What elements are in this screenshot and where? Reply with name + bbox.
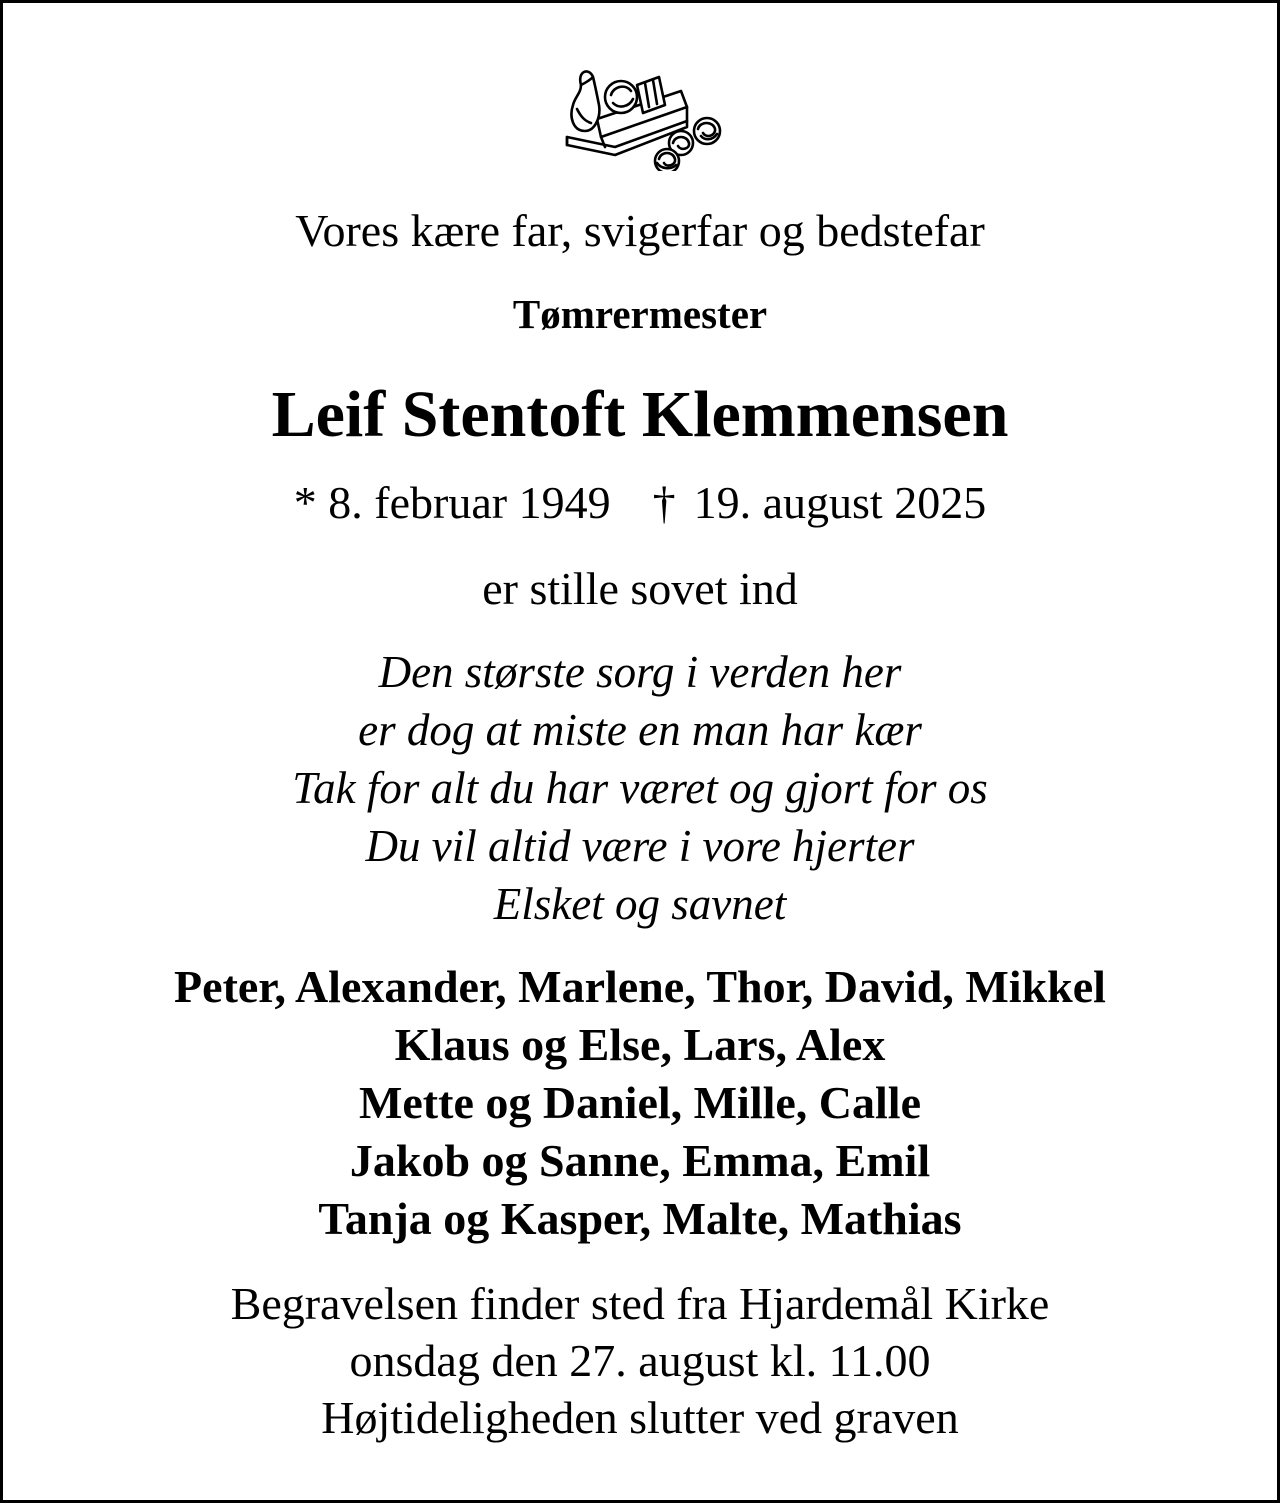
- intro-text: Vores kære far, svigerfar og bedstefar: [295, 205, 985, 256]
- birth-date: 8. februar 1949: [328, 477, 611, 528]
- birth-symbol: *: [293, 477, 317, 528]
- funeral-line: Begravelsen finder sted fra Hjardemål Kirke: [230, 1278, 1050, 1329]
- verse-line: er dog at miste en man har kær: [358, 705, 922, 755]
- verse-line: Den største sorg i verden her: [378, 647, 902, 697]
- profession-title: Tømrermester: [512, 291, 768, 337]
- family-names: [3, 958, 1277, 1248]
- verse-line: Tak for alt du har været og gjort for os: [292, 763, 988, 813]
- funeral-info: [3, 1275, 1277, 1446]
- passed-away-text: er stille sovet ind: [482, 563, 798, 614]
- deceased-name: Leif Stentoft Klemmensen: [271, 378, 1009, 451]
- funeral-line: onsdag den 27. august kl. 11.00: [349, 1335, 931, 1386]
- family-line: Peter, Alexander, Marlene, Thor, David, Mikkel: [174, 961, 1106, 1012]
- family-line: Jakob og Sanne, Emma, Emil: [349, 1135, 931, 1186]
- verse-line: Elsket og savnet: [493, 879, 787, 929]
- death-symbol: †: [652, 477, 676, 528]
- carpenter-tools-icon: [555, 61, 731, 171]
- funeral-line: Højtideligheden slutter ved graven: [321, 1392, 959, 1443]
- life-dates: [3, 473, 1277, 533]
- death-date: 19. august 2025: [693, 477, 987, 528]
- family-line: Tanja og Kasper, Malte, Mathias: [318, 1193, 962, 1244]
- memorial-verse: [3, 643, 1277, 933]
- family-line: Mette og Daniel, Mille, Calle: [358, 1077, 922, 1128]
- family-line: Klaus og Else, Lars, Alex: [394, 1019, 886, 1070]
- verse-line: Du vil altid være i vore hjerter: [365, 821, 915, 871]
